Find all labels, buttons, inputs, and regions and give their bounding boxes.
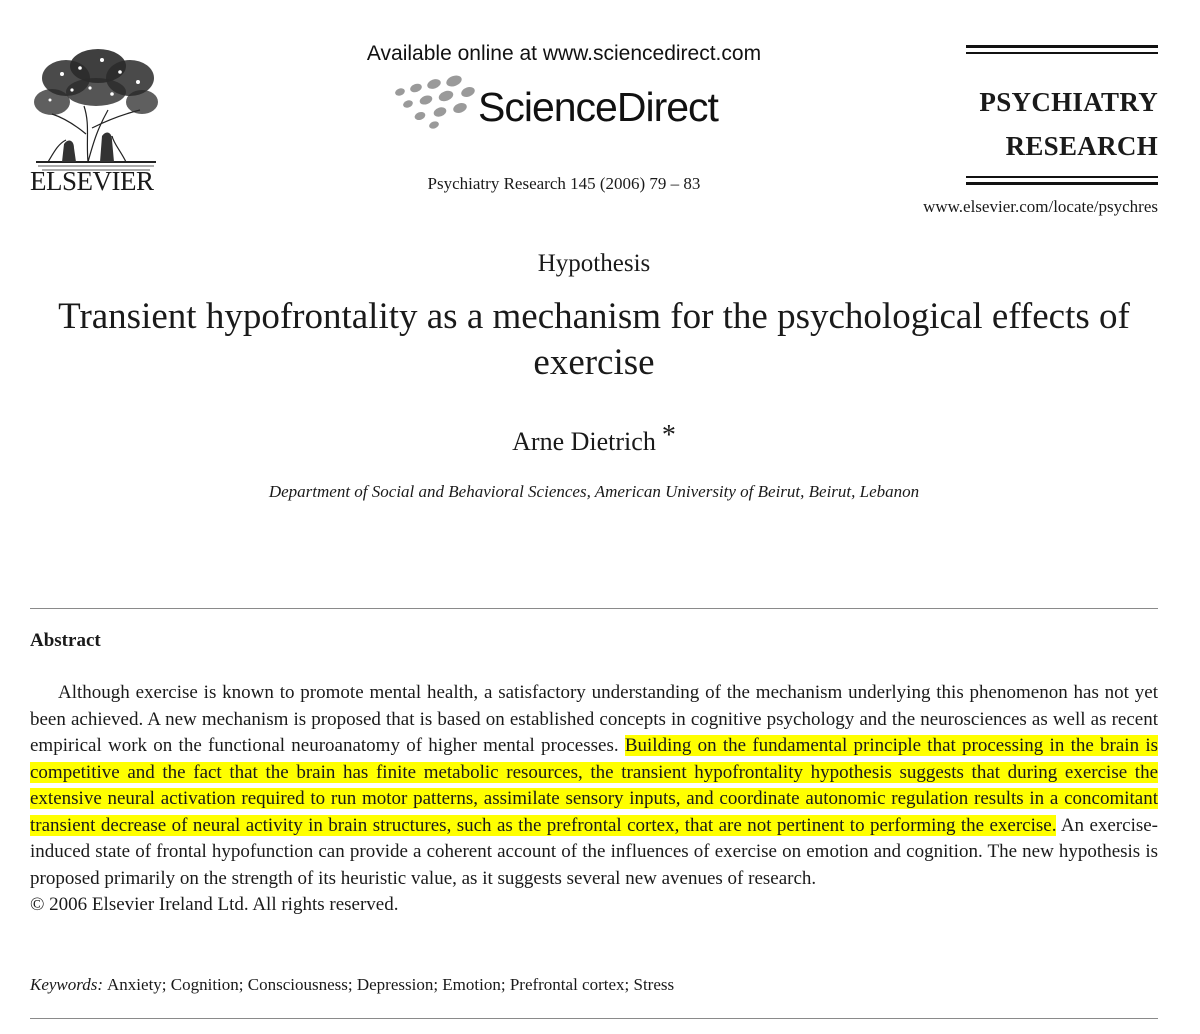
keywords-label: Keywords: <box>30 975 104 994</box>
abstract-heading: Abstract <box>30 630 101 651</box>
available-online-text[interactable]: Available online at www.sciencedirect.com <box>366 42 762 65</box>
divider-bottom <box>30 1018 1158 1019</box>
divider-top <box>30 608 1158 609</box>
journal-rule-bottom-thick <box>966 182 1158 185</box>
sciencedirect-dots-icon <box>394 74 476 130</box>
journal-url-link[interactable]: www.elsevier.com/locate/psychres <box>923 197 1158 216</box>
keywords-list: Anxiety; Cognition; Consciousness; Depression; Emotion; Prefrontal cortex; Stress <box>107 975 675 994</box>
journal-rule-top-thick <box>966 45 1158 48</box>
sciencedirect-wordmark: ScienceDirect <box>478 84 718 130</box>
journal-citation: Psychiatry Research 145 (2006) 79 – 83 <box>427 174 701 193</box>
author-line <box>0 420 1188 457</box>
journal-name <box>940 80 1158 168</box>
abstract-paragraph <box>30 680 1158 919</box>
abstract-text-before: Although exercise is known to promote mental health, a satisfactory understanding of the mechanism underlying this phenomenon has not yet been achieved. A new mechanism is proposed that is based on established concepts in cognitive psychology and the neurosciences as well as recent empirical work on the functional neuroanatomy of higher mental processes. <box>30 682 1158 756</box>
abstract-highlighted-text: Building on the fundamental principle that processing in the brain is competitive and the fact that the brain has finite metabolic resources, the transient hypofrontality hypothesis suggests that during exercise the extensive neural activation required to run motor patterns, assimilate sensory inputs, and coordinate autonomic regulation results in a concomitant transient decrease of neural activity in brain structures, such as the prefrontal cortex, that are not pertinent to performing the exercise. <box>30 735 1159 836</box>
author-name[interactable]: Arne Dietrich <box>512 427 656 456</box>
elsevier-wordmark: ELSEVIER <box>30 166 154 196</box>
abstract-body <box>30 680 1158 919</box>
author-footnote-mark[interactable]: * <box>661 420 676 451</box>
copyright-notice: © 2006 Elsevier Ireland Ltd. All rights reserved. <box>30 894 399 915</box>
abstract-text-after: An exercise-induced state of frontal hypofunction can provide a coherent account of the influences of exercise on emotion and cognition. The new hypothesis is proposed primarily on the strength of its heuristic value, as it suggests several new avenues of research. <box>30 814 1159 889</box>
journal-rule-top-thin <box>966 52 1158 54</box>
journal-name-line2: RESEARCH <box>1005 131 1158 161</box>
journal-rule-bottom-thin <box>966 176 1158 178</box>
author-affiliation: Department of Social and Behavioral Sciences, American University of Beirut, Beirut, Lebanon <box>268 482 920 501</box>
keywords-line <box>30 975 674 995</box>
article-title: Transient hypofrontality as a mechanism for the psychological effects of exercise <box>58 296 1130 383</box>
journal-name-line1: PSYCHIATRY <box>979 87 1158 117</box>
article-type: Hypothesis <box>537 250 651 277</box>
